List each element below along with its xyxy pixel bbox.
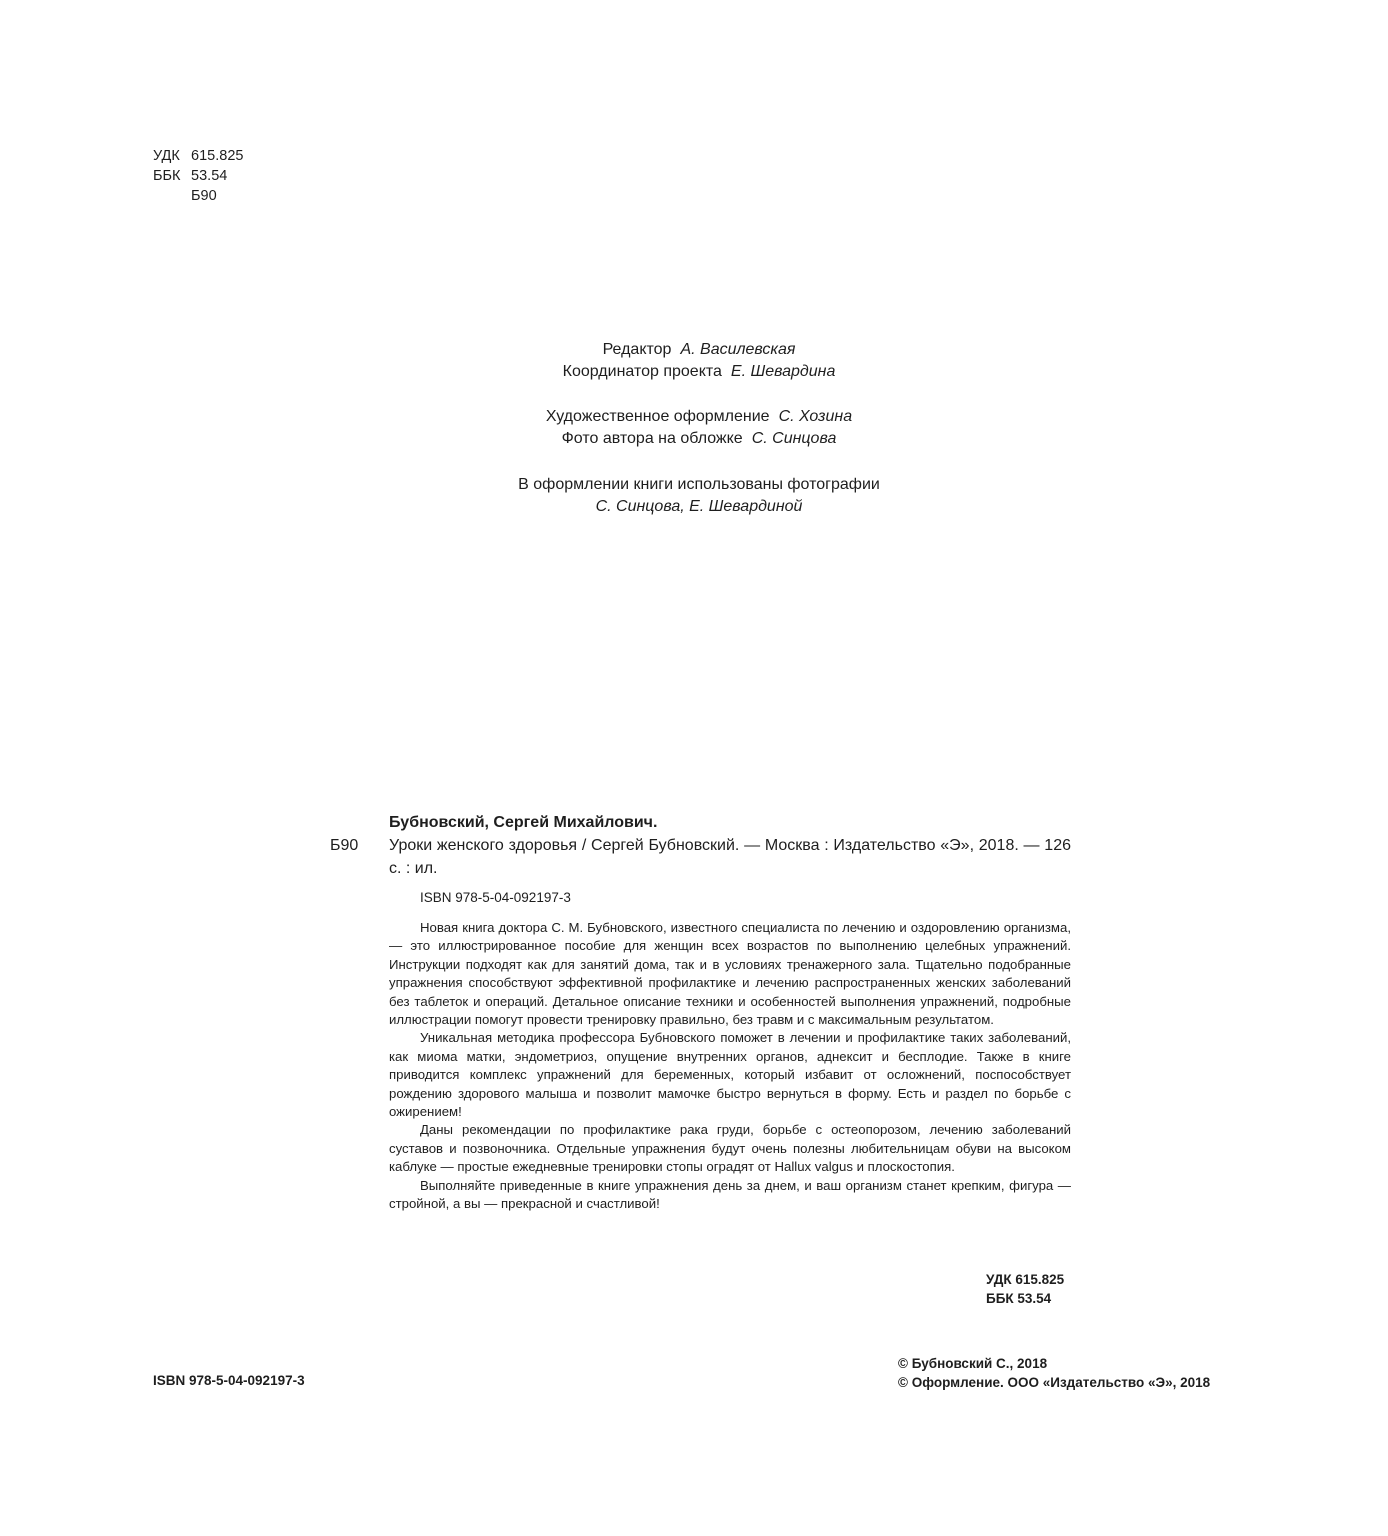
photos-used-names: С. Синцова, Е. Шевардиной: [595, 498, 803, 515]
credit-photo: [399, 428, 999, 450]
copyright-author: © Бубновский С., 2018: [898, 1356, 1048, 1371]
author-mark: Б90: [191, 188, 217, 204]
credits-design-group: [399, 406, 999, 450]
photo-name: С. Синцова: [751, 430, 837, 447]
udk-row: [153, 146, 243, 166]
credit-art: [399, 406, 999, 428]
annotation-paragraph: Выполняйте приведенные в книге упражнения день за днем, и ваш организм станет крепким, фигура — стройной, а вы — прекрасной и счастливой!: [389, 1177, 1071, 1212]
art-role: Художественное оформление: [545, 408, 770, 425]
card-annotation: [389, 919, 1071, 1214]
bbk-value: 53.54: [191, 168, 228, 184]
card-mark: Б90: [330, 837, 359, 854]
copyright-block: [898, 1355, 1210, 1392]
bbk-row: [153, 166, 243, 186]
credits-editor-group: [399, 339, 999, 383]
editor-role: Редактор: [602, 341, 672, 358]
credit-editor: [399, 339, 999, 361]
classification-block: [153, 146, 243, 206]
card-bbk: ББК 53.54: [986, 1290, 1052, 1306]
bibliographic-card: [389, 812, 1071, 1214]
annotation-paragraph: Даны рекомендации по профилактике рака груди, борьбе с остеопорозом, лечению заболеваний суставов и позвоночника. Отдельные упражнения будут очень полезны любительницам обуви на высоком каблуке — простые ежедневные тренировки стопы оградят от Hallux valgus и плоскостопия.: [389, 1122, 1071, 1175]
editor-name: А. Василевская: [680, 341, 796, 358]
card-isbn: ISBN 978-5-04-092197-3: [420, 890, 571, 905]
art-name: С. Хозина: [778, 408, 853, 425]
annotation-paragraph: Новая книга доктора С. М. Бубновского, известного специалиста по лечению и оздоровлению организма, — это иллюстрированное пособие для женщин всех возрастов по выполнению целебных упражнений. Инструкции подходят как для занятий дома, так и в условиях тренажерного зала. Тщательно подобранные упражнения способствуют эффективной профилактике и лечению распространенных женских заболеваний без таблеток и операций. Детальное описание техники и особенностей выполнения упражнений, подробные иллюстрации помогут провести тренировку правильно, без травм и с максимальным результатом.: [389, 920, 1071, 1028]
footer-isbn: ISBN 978-5-04-092197-3: [153, 1373, 305, 1388]
copyright-design: © Оформление. ООО «Издательство «Э», 2018: [898, 1374, 1211, 1390]
card-classification: [986, 1271, 1064, 1308]
udk-label: УДК: [153, 148, 180, 164]
card-author-heading: Бубновский, Сергей Михайлович.: [389, 814, 658, 831]
photos-used-line: В оформлении книги использованы фотографии: [518, 476, 880, 493]
author-mark-row: [153, 186, 243, 206]
credits-photos-group: [399, 474, 999, 518]
card-title-line: Уроки женского здоровья / Сергей Бубновский. — Москва : Издательство «Э», 2018. — 126 с. : ил.: [389, 837, 1071, 877]
coordinator-role: Координатор проекта: [562, 363, 722, 380]
bbk-label: ББК: [153, 168, 181, 184]
annotation-paragraph: Уникальная методика профессора Бубновского поможет в лечении и профилактике таких заболеваний, как миома матки, эндометриоз, опущение внутренних органов, аднексит и бесплодие. Также в книге приводится комплекс упражнений для беременных, который избавит от осложнений, поспособствует рождению здорового малыша и позволит мамочке быстро вернуться в форму. Есть и раздел по борьбе с ожирением!: [389, 1030, 1071, 1120]
card-udk: УДК 615.825: [986, 1272, 1065, 1287]
photo-role: Фото автора на обложке: [561, 430, 743, 447]
coordinator-name: Е. Шевардина: [730, 363, 836, 380]
udk-value: 615.825: [191, 148, 244, 164]
credit-coordinator: [399, 361, 999, 383]
